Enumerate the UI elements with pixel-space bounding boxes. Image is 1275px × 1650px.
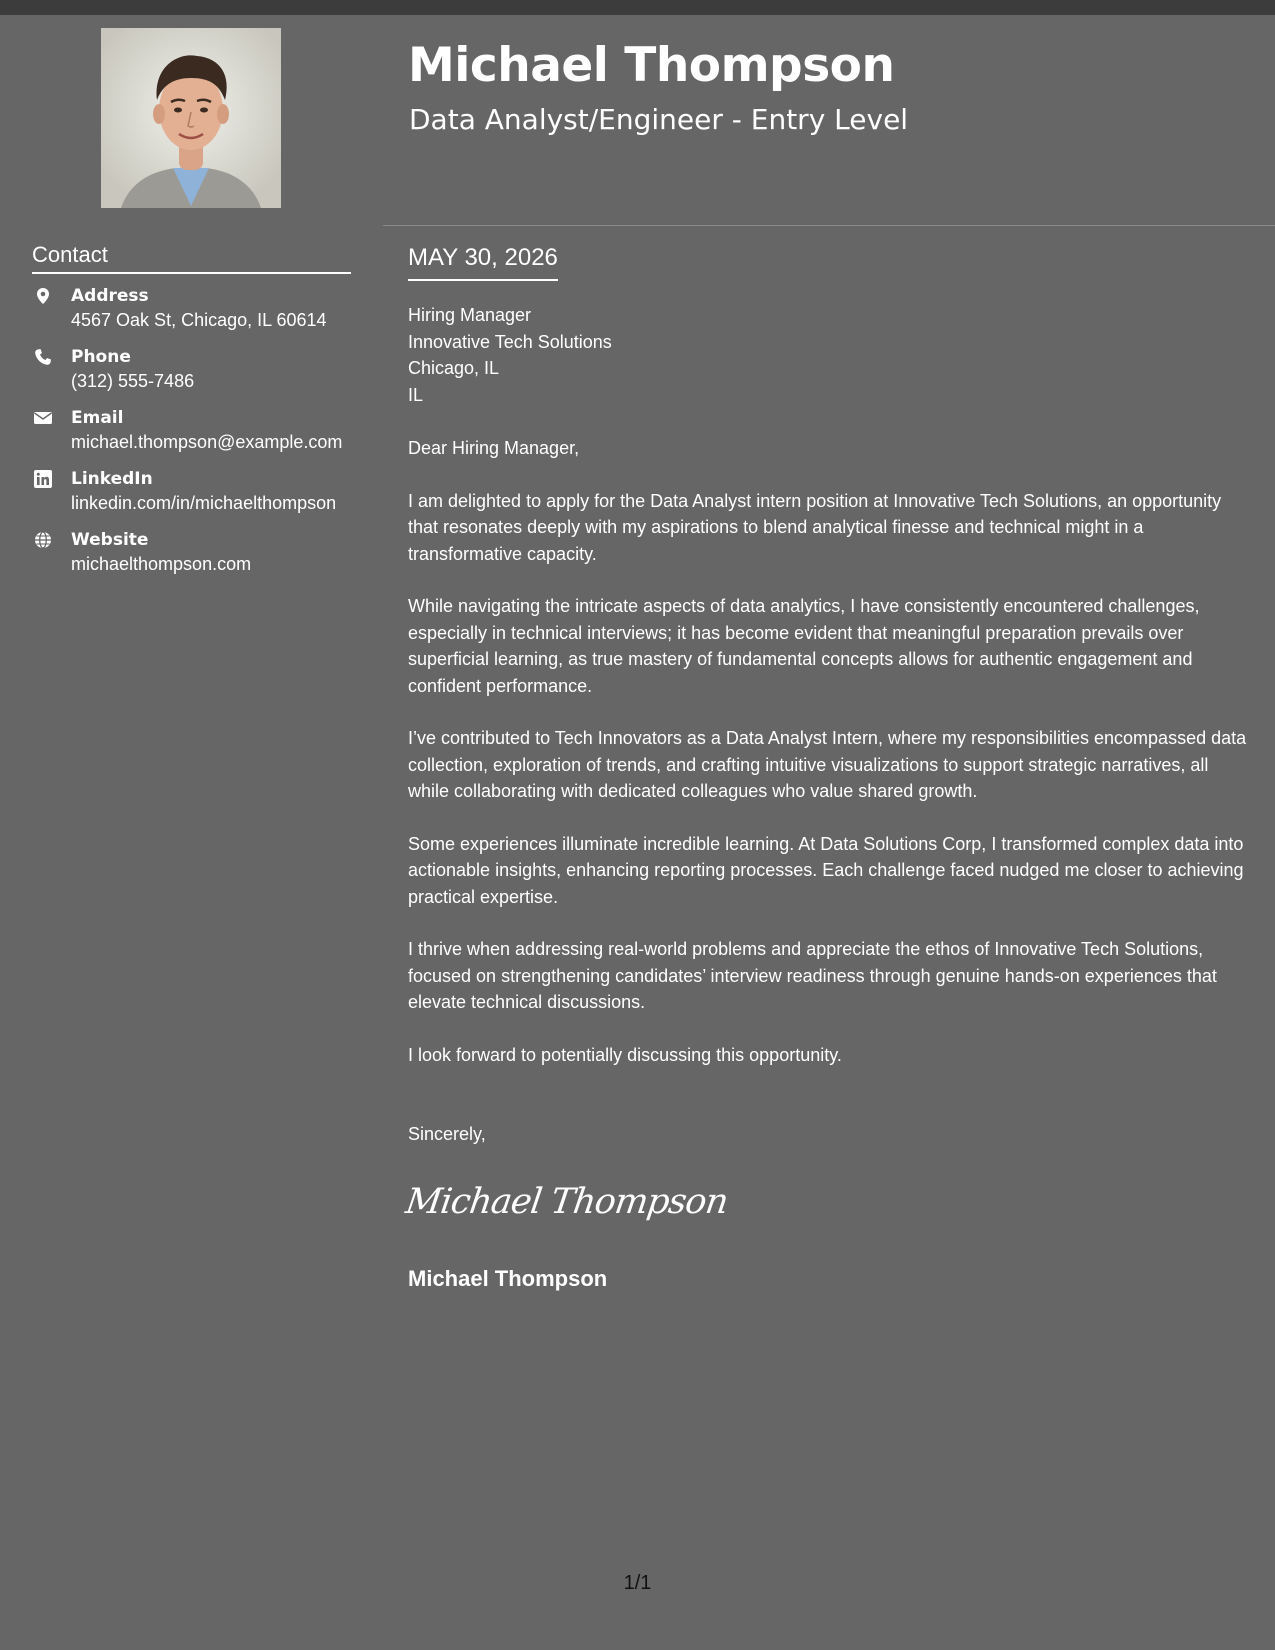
map-pin-icon xyxy=(34,287,52,305)
recipient-line: Hiring Manager xyxy=(408,305,532,325)
letter-paragraph: Some experiences illuminate incredible learning. At Data Solutions Corp, I transformed complex data into actionable insights, enhancing reporting processes. Each challenge faced nudged me closer to achieving practical expertise. xyxy=(408,833,1244,907)
contact-item-website xyxy=(32,528,352,577)
letter-body xyxy=(408,435,1253,1094)
linkedin-icon xyxy=(34,470,52,488)
page-number: 1/1 xyxy=(623,1572,652,1594)
contact-value: 4567 Oak St, Chicago, IL 60614 xyxy=(71,310,327,330)
contact-item-linkedin xyxy=(32,467,352,516)
profile-photo xyxy=(101,28,281,208)
phone-icon xyxy=(34,348,52,366)
letter-date: MAY 30, 2026 xyxy=(408,243,558,281)
header-divider xyxy=(383,225,1275,226)
signature: Michael Thompson xyxy=(403,1182,731,1222)
contact-label: Website xyxy=(71,530,149,550)
letter-paragraph: I am delighted to apply for the Data Analyst intern position at Innovative Tech Solutions, an opportunity that resonates deeply with my aspirations to blend analytical finesse and technical might in a transformative capacity. xyxy=(408,490,1222,564)
globe-icon xyxy=(34,531,52,549)
signed-name: Michael Thompson xyxy=(408,1266,608,1291)
contact-item-phone xyxy=(32,345,352,394)
letter-paragraph: While navigating the intricate aspects of data analytics, I have consistently encountered challenges, especially in technical interviews; it has become evident that meaningful preparation prevails over superficial learning, as true mastery of fundamental concepts allows for authentic engagement and confident performance. xyxy=(408,596,1200,696)
contact-label: LinkedIn xyxy=(71,469,153,489)
contact-list xyxy=(32,284,352,589)
recipient-line: IL xyxy=(408,384,424,405)
envelope-icon xyxy=(34,409,52,427)
closing: Sincerely, xyxy=(408,1124,486,1144)
recipient-block xyxy=(408,302,612,408)
candidate-name: Michael Thompson xyxy=(408,38,895,93)
contact-label: Address xyxy=(71,286,149,306)
contact-item-address xyxy=(32,284,352,333)
contact-value[interactable]: michael.thompson@example.com xyxy=(71,432,343,452)
recipient-line: Innovative Tech Solutions xyxy=(408,331,612,352)
salutation: Dear Hiring Manager, xyxy=(408,438,580,458)
contact-label: Phone xyxy=(71,347,131,367)
contact-item-email xyxy=(32,406,352,455)
contact-value[interactable]: linkedin.com/in/michaelthompson xyxy=(71,493,337,513)
contact-heading: Contact xyxy=(32,241,351,274)
contact-label: Email xyxy=(71,408,124,428)
letter-paragraph: I thrive when addressing real-world problems and appreciate the ethos of Innovative Tech Solutions, focused on strengthening candidates’ interview readiness through genuine hands-on experiences that elevate technical discussions. xyxy=(408,939,1217,1012)
top-bar xyxy=(0,0,1275,15)
contact-value: (312) 555-7486 xyxy=(71,371,195,391)
letter-paragraph: I’ve contributed to Tech Innovators as a Data Analyst Intern, where my responsibilities encompassed data collection, exploration of trends, and crafting intuitive visualizations to support strategic narratives, all while collaborating with dedicated colleagues who value shared growth. xyxy=(408,728,1247,801)
letter-paragraph: I look forward to potentially discussing this opportunity. xyxy=(408,1044,842,1065)
recipient-line: Chicago, IL xyxy=(408,358,500,378)
contact-value[interactable]: michaelthompson.com xyxy=(71,554,252,574)
job-title: Data Analyst/Engineer - Entry Level xyxy=(409,103,909,136)
